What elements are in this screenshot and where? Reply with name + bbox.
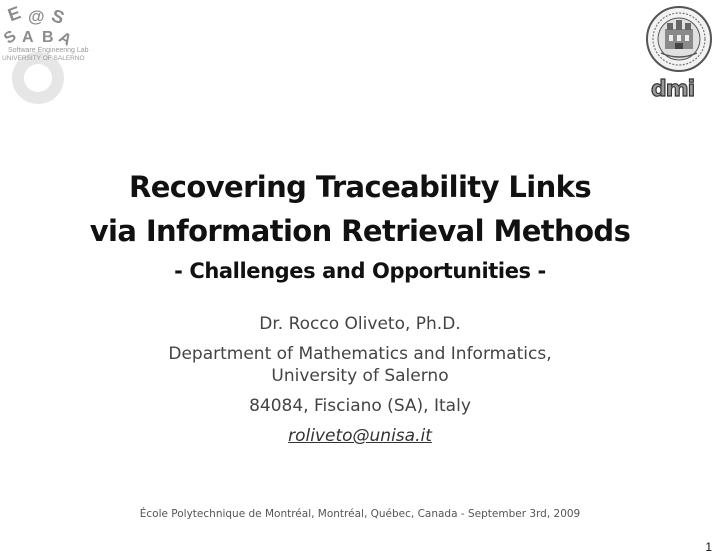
dmi-logo-text: dmi (651, 77, 695, 100)
author-name: Dr. Rocco Oliveto, Ph.D. (259, 314, 461, 334)
svg-text:A: A (55, 28, 75, 50)
department-line-1: Department of Mathematics and Informatics, (168, 344, 552, 364)
slide-title-line-2: via Information Retrieval Methods (89, 214, 631, 248)
svg-text:S: S (1, 27, 20, 48)
dmi-logo (650, 76, 708, 100)
lab-name-text: Software Engineering Lab (8, 47, 89, 54)
svg-text:B: B (42, 29, 54, 46)
address: 84084, Fisciano (SA), Italy (249, 396, 471, 416)
slide-title-line-1: Recovering Traceability Links (129, 170, 591, 204)
email-link[interactable]: roliveto@unisa.it (288, 426, 432, 446)
svg-text:A: A (22, 29, 34, 46)
page-number: 1 (705, 540, 712, 554)
lab-university-text: UNIVERSITY OF SALERNO (2, 55, 85, 62)
svg-text:E: E (5, 2, 24, 26)
slide-subtitle: - Challenges and Opportunities - (174, 259, 546, 283)
software-engineering-lab-logo (0, 0, 110, 110)
department-line-2: University of Salerno (271, 366, 449, 386)
author-block (0, 313, 720, 447)
venue-footer: École Polytechnique de Montréal, Montréal, Québec, Canada - September 3rd, 2009 (139, 508, 581, 520)
title-block (0, 165, 720, 289)
svg-text:@: @ (28, 7, 45, 26)
university-seal-icon (645, 5, 713, 73)
svg-text:S: S (48, 5, 67, 29)
